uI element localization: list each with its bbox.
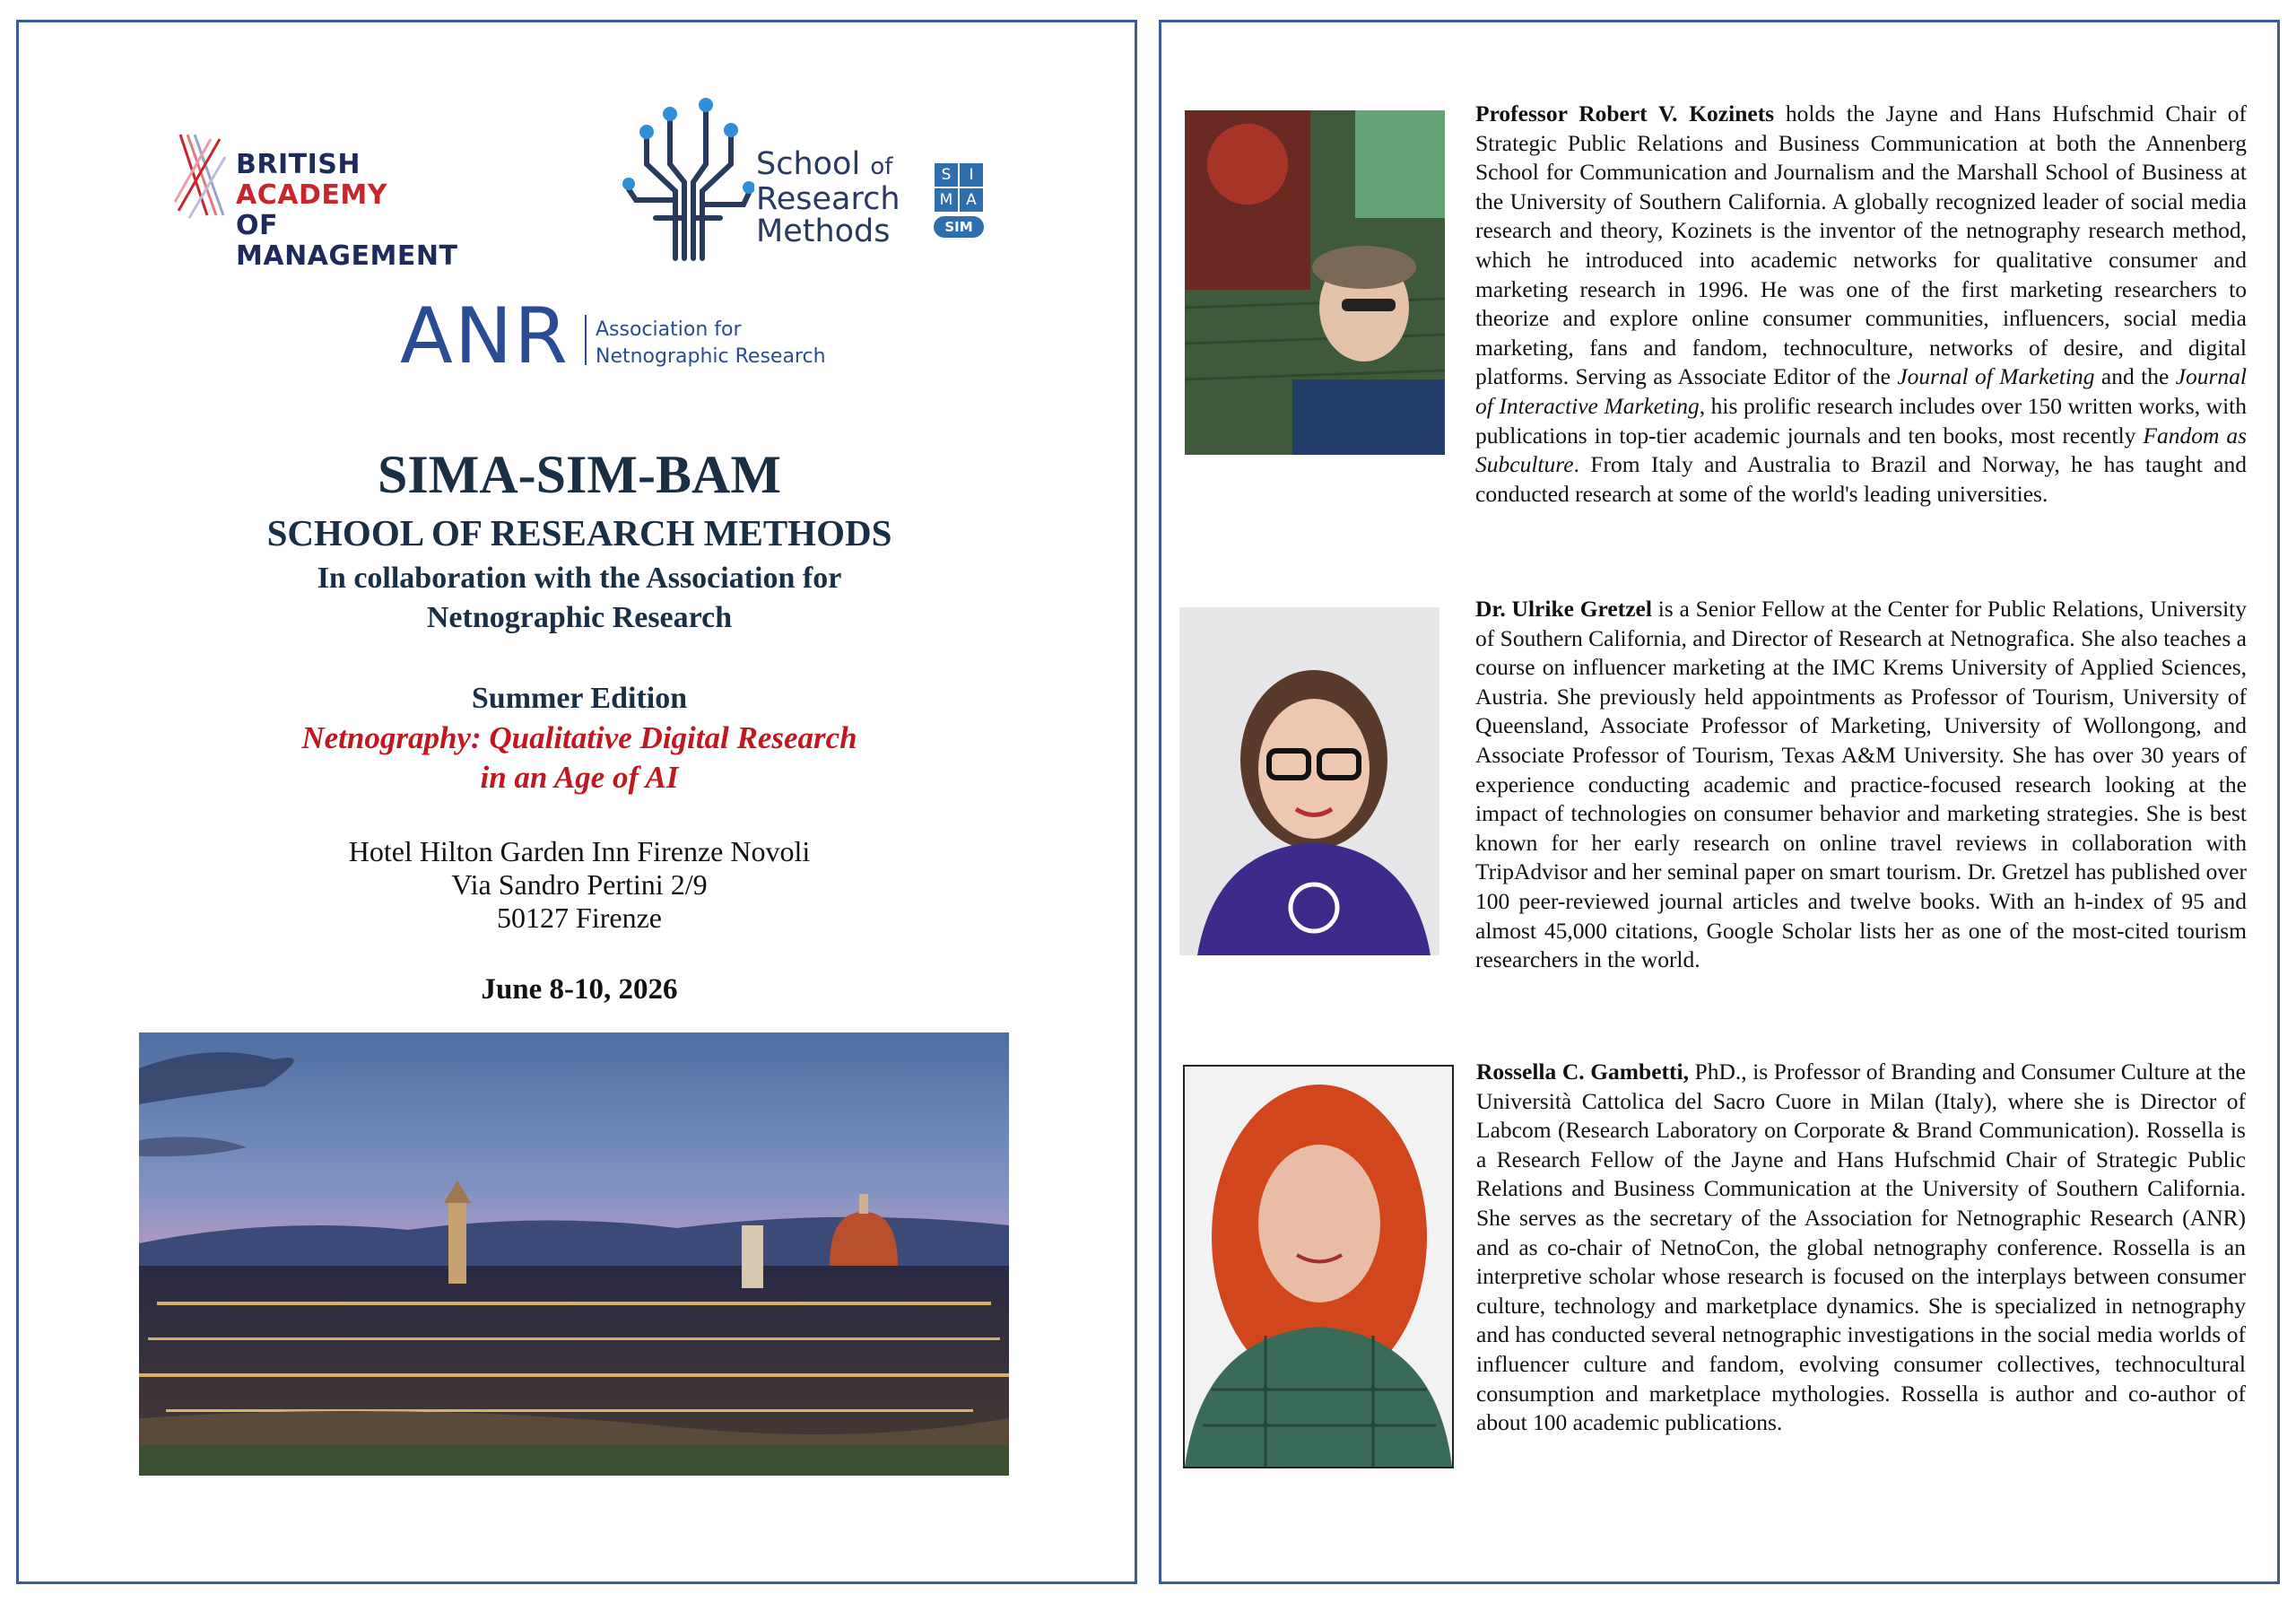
srm-of: of xyxy=(870,153,893,180)
bio-italic: Journal of Marketing xyxy=(1897,363,2095,390)
course-title-line1: Netnography: Qualitative Digital Research xyxy=(301,720,857,755)
bam-line1-red: ACADEMY xyxy=(236,179,387,211)
venue-city: 50127 Firenze xyxy=(497,902,662,934)
page-subtitle: SCHOOL OF RESEARCH METHODS xyxy=(266,512,892,553)
bio-italic: Fandom as Subculture xyxy=(1475,422,2248,478)
sima-grid-logo xyxy=(934,162,986,238)
anr-letters: ANR xyxy=(400,292,570,381)
venue-street: Via Sandro Pertini 2/9 xyxy=(451,868,708,901)
bio-gambetti xyxy=(1476,1058,2246,1438)
srm-methods: Methods xyxy=(756,213,891,249)
course-title xyxy=(257,719,902,797)
bio-text: PhD., is Professor of Branding and Consumer Culture at the Università Cattolica del Sacro Cuore in Milan (Italy), where she is Director of Labcom (Research Laboratory on Corporate & Brand Communication). Rossella is a Research Fellow of the Jayne and Hans Hufschmid Chair of Strategic Public Relations and Business Communication at the University of Southern California. She serves as the secretary of the Association for Netnographic Research (ANR) and as co-chair of NetnoCon, the global netnography conference. Rossella is an interpretive scholar whose research is focused on the interplays between consumer culture, technology and marketplace dynamics. She is specialized in netnography and has conducted several netnographic investigations in the social media worlds of influencer culture and fandom, evolving consumer collectives, technocultural consumption and marketplace mythologies. Rossella is author and co-author of about 100 academic publications. xyxy=(1476,1059,2246,1436)
speaker-bios-panel xyxy=(1159,20,2280,1584)
circuit-tree-icon xyxy=(620,83,754,263)
anr-logo xyxy=(400,292,866,390)
kozinets-portrait-photo xyxy=(1185,110,1445,455)
gambetti-portrait-photo xyxy=(1183,1065,1454,1468)
anr-divider xyxy=(585,315,587,365)
page-title: SIMA-SIM-BAM xyxy=(378,445,781,504)
bio-name: Dr. Ulrike Gretzel xyxy=(1475,596,1652,622)
srm-research: Research xyxy=(756,181,900,217)
bam-line1: BRITISH xyxy=(236,149,361,180)
school-of-research-methods-logo xyxy=(620,83,1005,263)
bio-text: , his prolific research includes over 150 written works, with publications in top-tier academic journals and ten books, most recently xyxy=(1475,392,2247,449)
anr-sub-line1: Association for xyxy=(596,318,742,341)
collaboration-line: In collaboration with the Association for Netnographic Research xyxy=(317,562,842,634)
bam-line2: OF MANAGEMENT xyxy=(236,210,458,272)
sima-cell: I xyxy=(960,163,983,187)
sim-badge: SIM xyxy=(934,216,984,238)
event-flyer-panel xyxy=(16,20,1137,1584)
sima-cell: S xyxy=(935,163,958,187)
british-academy-of-management-logo xyxy=(171,121,494,272)
bio-name: Rossella C. Gambetti, xyxy=(1476,1059,1689,1085)
bio-text: . From Italy and Australia to Brazil and Norway, he has taught and conducted research at some of the world's leading universities. xyxy=(1475,451,2247,507)
bio-text: and the xyxy=(2094,363,2176,390)
bam-emblem-icon xyxy=(171,130,229,220)
florence-skyline-photo xyxy=(139,1032,1009,1476)
bio-text: holds the Jayne and Hans Hufschmid Chair of Strategic Public Relations and Business Communication at both the Annenberg School for Communication and Journalism and the Marshall School of Business at the University of Southern California. A globally recognized leader of social media research and theory, Kozinets is the inventor of the netnography research method, which he introduced into academic networks for qualitative consumer and marketing research in 1996. He was one of the first marketing researchers to theorize and explore online consumer communities, influencers, social media marketing, fans and fandom, technoculture, networks of desire, and digital platforms. Serving as Associate Editor of the xyxy=(1475,100,2247,390)
edition-label: Summer Edition xyxy=(471,682,688,715)
sima-cell: A xyxy=(960,188,983,212)
course-title-line2: in an Age of AI xyxy=(480,760,679,795)
bio-kozinets xyxy=(1475,100,2247,509)
venue-address xyxy=(19,835,1140,935)
bio-text: is a Senior Fellow at the Center for Public Relations, University of Southern California, and Director of Research at Netnografica. She also teaches a course on influencer marketing at the IMC Krems University of Applied Sciences, Austria. She previously held appointments as Professor of Tourism, University of Queensland, Associate Professor of Marketing, University of Wollongong, and Associate Professor of Tourism, Texas A&M University. She has over 30 years of experience conducting academic and practice-focused research looking at the impact of technologies on consumer behavior and marketing strategies. She is best known for her early research on online travel reviews in collaboration with TripAdvisor and her seminal paper on smart tourism. Dr. Gretzel has published over 100 peer-reviewed journal articles and twelve books. With an h-index of 95 and almost 45,000 citations, Google Scholar lists her as one of the most-cited tourism researchers in the world. xyxy=(1475,596,2247,973)
gretzel-portrait-photo xyxy=(1179,607,1439,955)
sima-cell: M xyxy=(935,188,958,212)
venue-name: Hotel Hilton Garden Inn Firenze Novoli xyxy=(348,835,811,867)
anr-sub-line2: Netnographic Research xyxy=(596,345,826,368)
bio-gretzel xyxy=(1475,595,2247,975)
bio-name: Professor Robert V. Kozinets xyxy=(1475,100,1775,126)
srm-school: School xyxy=(756,146,861,182)
bio-italic: Journal of Interactive Marketing xyxy=(1475,363,2247,419)
event-date: June 8-10, 2026 xyxy=(481,973,678,1006)
